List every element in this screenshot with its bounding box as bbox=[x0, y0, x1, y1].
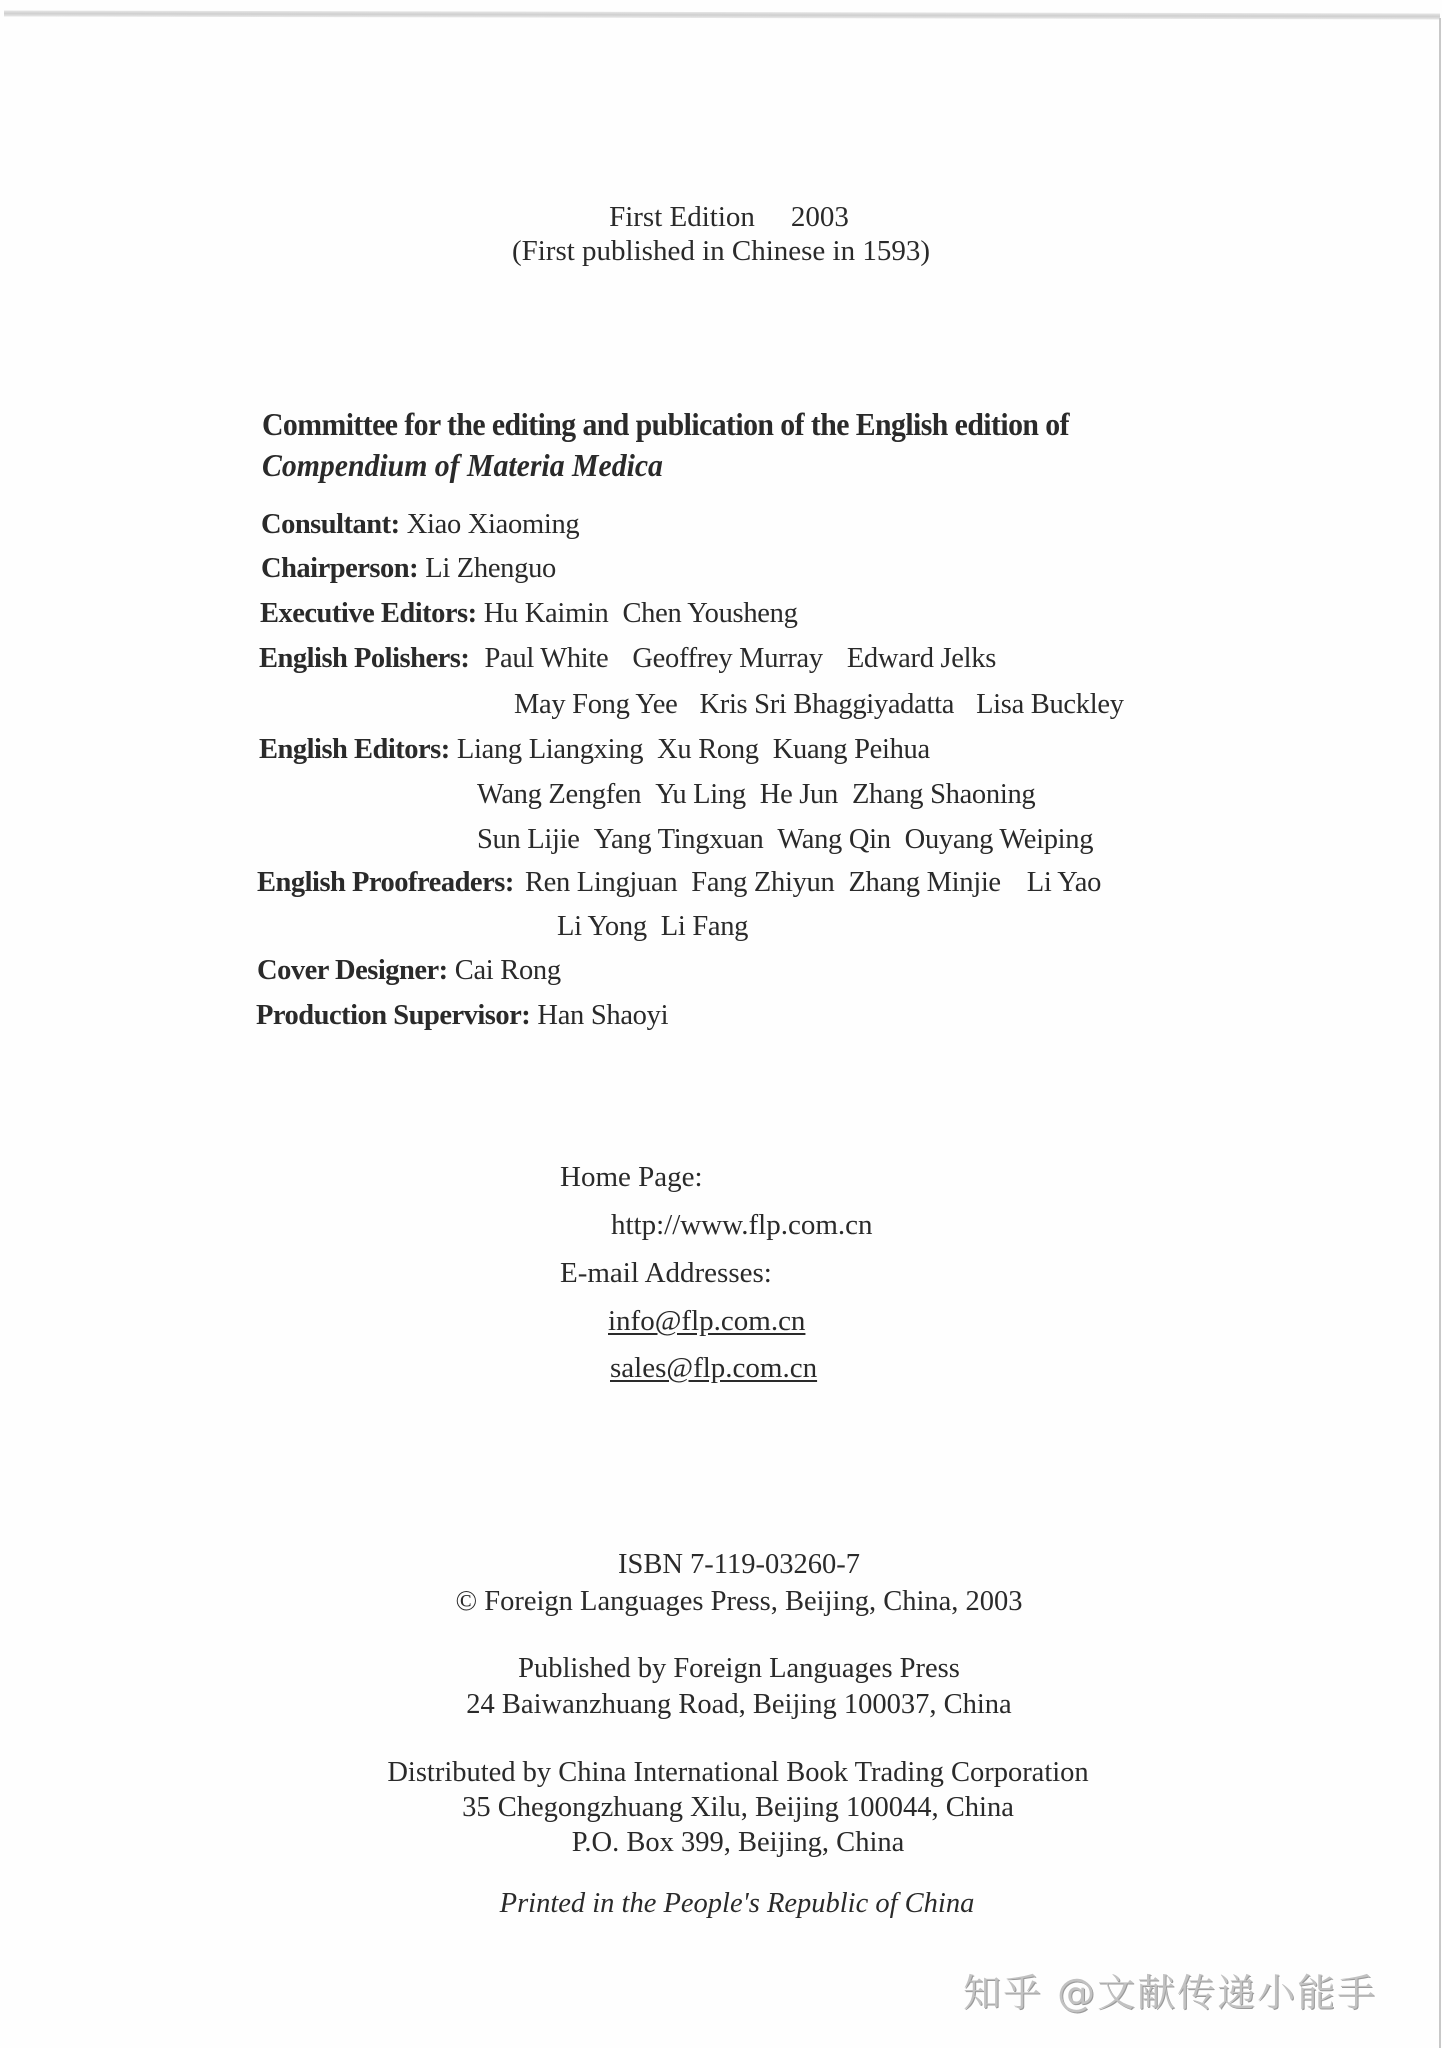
credit-english-editors-cont-1 bbox=[477, 778, 1035, 812]
copyright: © Foreign Languages Press, Beijing, China, 2003 bbox=[455, 1586, 1023, 1617]
home-page-link[interactable]: http://www.flp.com.cn bbox=[611, 1209, 873, 1241]
credit-name: Kuang Peihua bbox=[772, 734, 930, 765]
credit-name: Li Yong bbox=[557, 911, 647, 942]
credit-name: Xu Rong bbox=[657, 734, 759, 765]
email-sales bbox=[610, 1351, 817, 1385]
edition-label: First Edition bbox=[609, 201, 755, 233]
edition-block bbox=[0, 200, 1442, 268]
edition-year: 2003 bbox=[790, 201, 849, 233]
credit-label: Production Supervisor: bbox=[256, 1000, 531, 1031]
distributor-po-box: P.O. Box 399, Beijing, China bbox=[571, 1827, 905, 1858]
credit-executive-editors bbox=[260, 597, 798, 631]
credit-english-polishers bbox=[259, 642, 996, 676]
credit-name: Ren Lingjuan bbox=[524, 867, 678, 898]
committee-heading: Committee for the editing and publication of the English edition of bbox=[262, 406, 1069, 442]
credit-english-proofreaders bbox=[257, 866, 1101, 900]
credit-label: Consultant: bbox=[261, 509, 400, 540]
credit-name: May Fong Yee bbox=[514, 689, 678, 720]
credit-name: Wang Qin bbox=[777, 824, 891, 855]
credit-name: Lisa Buckley bbox=[976, 689, 1124, 720]
edition-note: (First published in Chinese in 1593) bbox=[511, 235, 931, 267]
credit-name: Geoffrey Murray bbox=[632, 643, 823, 674]
scan-edge-top bbox=[4, 10, 1440, 19]
credit-name: He Jun bbox=[759, 779, 838, 810]
credit-cover-designer bbox=[257, 954, 561, 988]
credit-name: Sun Lijie bbox=[477, 824, 580, 855]
credit-name: Li Yao bbox=[1026, 867, 1102, 898]
distributor-line: Distributed by China International Book Trading Corporation bbox=[387, 1757, 1089, 1788]
isbn: ISBN 7-119-03260-7 bbox=[618, 1549, 860, 1580]
credit-name: Chen Yousheng bbox=[622, 598, 798, 629]
credit-english-polishers-cont bbox=[514, 688, 1124, 722]
email-sales-link[interactable]: sales@flp.com.cn bbox=[610, 1352, 818, 1384]
credit-english-editors bbox=[259, 733, 930, 767]
credit-name: Edward Jelks bbox=[846, 643, 996, 674]
credit-name: Cai Rong bbox=[454, 955, 561, 986]
publisher-address: 24 Baiwanzhuang Road, Beijing 100037, China bbox=[466, 1689, 1012, 1720]
credit-label: English Proofreaders: bbox=[257, 867, 514, 898]
credit-name: Zhang Minjie bbox=[848, 867, 1001, 898]
credit-name: Yu Ling bbox=[655, 779, 746, 810]
credit-label: English Editors: bbox=[259, 734, 450, 765]
home-page-label: Home Page: bbox=[560, 1161, 703, 1193]
credit-name: Zhang Shaoning bbox=[851, 779, 1036, 810]
credit-label: Executive Editors: bbox=[260, 598, 477, 629]
email-info-link[interactable]: info@flp.com.cn bbox=[608, 1305, 806, 1337]
credit-production-supervisor bbox=[256, 999, 668, 1033]
email-info bbox=[608, 1304, 805, 1338]
credit-english-proofreaders-cont bbox=[557, 910, 748, 944]
home-page-url[interactable] bbox=[611, 1208, 873, 1242]
credit-label: Cover Designer: bbox=[257, 955, 448, 986]
credit-name: Fang Zhiyun bbox=[691, 867, 835, 898]
credit-name: Yang Tingxuan bbox=[593, 824, 764, 855]
credit-consultant bbox=[261, 508, 579, 542]
watermark: 知乎 @文献传递小能手 bbox=[963, 1971, 1378, 2015]
credit-name: Xiao Xiaoming bbox=[406, 509, 580, 540]
credit-name: Liang Liangxing bbox=[456, 734, 644, 765]
credit-name: Li Fang bbox=[660, 911, 749, 942]
credit-label: English Polishers: bbox=[259, 643, 470, 674]
credit-name: Han Shaoyi bbox=[537, 1000, 669, 1031]
scan-edge-right bbox=[1439, 18, 1441, 2048]
credit-name: Hu Kaimin bbox=[483, 598, 609, 629]
credit-name: Kris Sri Bhaggiyadatta bbox=[699, 689, 955, 720]
credit-chairperson bbox=[261, 552, 556, 586]
book-title: Compendium of Materia Medica bbox=[262, 447, 663, 483]
credit-name: Wang Zengfen bbox=[477, 779, 642, 810]
credit-label: Chairperson: bbox=[261, 553, 419, 584]
printed-in: Printed in the People's Republic of China bbox=[499, 1888, 975, 1919]
credit-name: Ouyang Weiping bbox=[904, 824, 1094, 855]
credit-name: Li Zhenguo bbox=[425, 553, 556, 584]
publisher-line: Published by Foreign Languages Press bbox=[518, 1653, 960, 1684]
credit-name: Paul White bbox=[484, 643, 609, 674]
credit-english-editors-cont-2 bbox=[477, 823, 1093, 857]
email-label: E-mail Addresses: bbox=[560, 1257, 772, 1289]
distributor-address: 35 Chegongzhuang Xilu, Beijing 100044, China bbox=[462, 1792, 1014, 1823]
edition-line bbox=[8, 200, 1442, 234]
